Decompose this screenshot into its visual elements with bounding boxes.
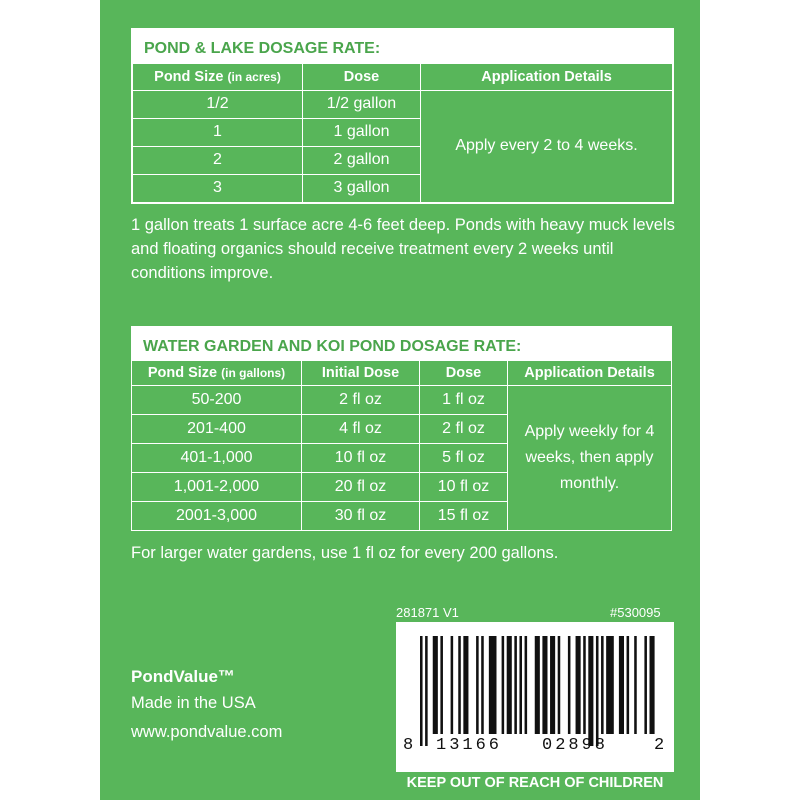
cell-dose: 1 fl oz bbox=[420, 386, 508, 415]
barcode-digit-last: 2 bbox=[654, 736, 666, 755]
barcode-bar bbox=[542, 636, 547, 734]
barcode-bar bbox=[476, 636, 479, 734]
barcode-bar bbox=[650, 636, 655, 734]
pond-lake-title: POND & LAKE DOSAGE RATE: bbox=[132, 29, 673, 63]
table-header-row bbox=[132, 361, 672, 386]
cell-pond-size: 1/2 bbox=[133, 90, 303, 118]
cell-dose: 2 fl oz bbox=[420, 415, 508, 444]
barcode-digits-left: 13166 bbox=[436, 736, 503, 755]
cell-initial-dose: 20 fl oz bbox=[302, 473, 420, 502]
brand-name: PondValue™ bbox=[131, 667, 235, 686]
col-header-dose: Dose bbox=[420, 361, 508, 386]
cell-pond-size: 3 bbox=[133, 174, 303, 202]
barcode-bar bbox=[481, 636, 484, 734]
col-header-dose: Dose bbox=[303, 64, 421, 91]
barcode-bar bbox=[519, 636, 522, 734]
water-garden-grid bbox=[131, 360, 672, 531]
barcode-bar bbox=[568, 636, 571, 734]
cell-dose: 5 fl oz bbox=[420, 444, 508, 473]
pond-lake-grid bbox=[132, 63, 673, 203]
cell-dose: 1/2 gallon bbox=[303, 90, 421, 118]
cell-pond-size: 2 bbox=[133, 146, 303, 174]
cell-dose: 10 fl oz bbox=[420, 473, 508, 502]
barcode-bar bbox=[644, 636, 647, 734]
col-header-application-details: Application Details bbox=[421, 64, 673, 91]
barcode-bar bbox=[489, 636, 497, 734]
barcode-bar bbox=[550, 636, 555, 734]
product-code: 281871 V1 bbox=[396, 605, 459, 620]
pond-lake-dosage-table bbox=[131, 28, 674, 204]
col-header-pond-size: Pond Size (in gallons) bbox=[132, 361, 302, 386]
cell-application-details: Apply weekly for 4 weeks, then apply monthly. bbox=[508, 386, 672, 531]
barcode-bar bbox=[627, 636, 630, 734]
barcode-bar bbox=[619, 636, 624, 734]
barcode-bar bbox=[425, 636, 428, 746]
water-garden-title: WATER GARDEN AND KOI POND DOSAGE RATE: bbox=[131, 326, 672, 360]
table-header-row bbox=[133, 64, 673, 91]
water-garden-dosage-table bbox=[131, 326, 672, 531]
brand-block bbox=[131, 665, 282, 747]
cell-dose: 2 gallon bbox=[303, 146, 421, 174]
barcode-bar bbox=[558, 636, 561, 734]
cell-application-details: Apply every 2 to 4 weeks. bbox=[421, 90, 673, 202]
made-in-text: Made in the USA bbox=[131, 694, 256, 712]
warning-text: KEEP OUT OF REACH OF CHILDREN bbox=[406, 775, 664, 791]
barcode-bar bbox=[433, 636, 438, 734]
barcode-bar bbox=[583, 636, 586, 734]
col-header-application-details: Application Details bbox=[508, 361, 672, 386]
barcode-digits-right: 02898 bbox=[542, 736, 609, 755]
cell-pond-size: 201-400 bbox=[132, 415, 302, 444]
barcode-digit-first: 8 bbox=[403, 736, 415, 755]
barcode-bar bbox=[420, 636, 423, 746]
water-garden-note: For larger water gardens, use 1 fl oz for every 200 gallons. bbox=[131, 544, 559, 562]
col-header-pond-size: Pond Size (in acres) bbox=[133, 64, 303, 91]
cell-initial-dose: 2 fl oz bbox=[302, 386, 420, 415]
barcode-bar bbox=[601, 636, 604, 734]
barcode-bar bbox=[588, 636, 593, 746]
barcode-bar bbox=[502, 636, 505, 734]
barcode-bar bbox=[606, 636, 614, 734]
barcode-bar bbox=[507, 636, 512, 734]
barcode-bar bbox=[596, 636, 599, 746]
barcode-bar bbox=[451, 636, 454, 734]
cell-pond-size: 2001-3,000 bbox=[132, 502, 302, 531]
barcode-bar bbox=[525, 636, 528, 734]
website-text: www.pondvalue.com bbox=[131, 723, 283, 741]
barcode-bar bbox=[634, 636, 637, 734]
cell-initial-dose: 10 fl oz bbox=[302, 444, 420, 473]
cell-dose: 1 gallon bbox=[303, 118, 421, 146]
barcode-bar bbox=[535, 636, 540, 734]
barcode bbox=[396, 622, 674, 772]
cell-dose: 3 gallon bbox=[303, 174, 421, 202]
cell-initial-dose: 30 fl oz bbox=[302, 502, 420, 531]
cell-pond-size: 1 bbox=[133, 118, 303, 146]
cell-dose: 15 fl oz bbox=[420, 502, 508, 531]
col-header-initial-dose: Initial Dose bbox=[302, 361, 420, 386]
barcode-bar bbox=[514, 636, 517, 734]
pond-lake-note: 1 gallon treats 1 surface acre 4-6 feet deep. Ponds with heavy muck levels and floating organics should receive treatment every 2 weeks until conditions improve. bbox=[131, 216, 675, 282]
table-row bbox=[132, 386, 672, 415]
cell-initial-dose: 4 fl oz bbox=[302, 415, 420, 444]
product-label bbox=[100, 0, 700, 800]
cell-pond-size: 1,001-2,000 bbox=[132, 473, 302, 502]
table-row bbox=[133, 90, 673, 118]
barcode-bar bbox=[463, 636, 468, 734]
barcode-bar bbox=[458, 636, 461, 734]
item-number: #530095 bbox=[610, 605, 661, 620]
barcode-bar bbox=[576, 636, 581, 734]
cell-pond-size: 401-1,000 bbox=[132, 444, 302, 473]
cell-pond-size: 50-200 bbox=[132, 386, 302, 415]
barcode-bar bbox=[440, 636, 443, 734]
